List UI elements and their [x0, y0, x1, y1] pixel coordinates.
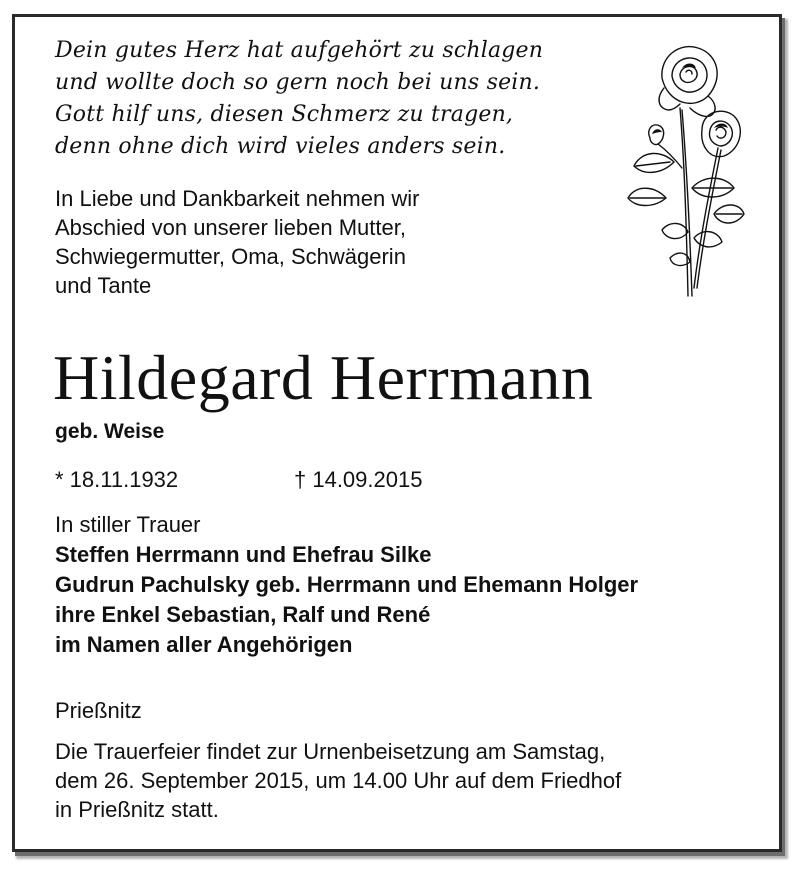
mourner-line: Gudrun Pachulsky geb. Herrmann und Ehemann Holger	[55, 572, 639, 597]
deceased-name: Hildegard Herrmann	[53, 342, 594, 413]
mourners-block	[55, 510, 638, 660]
service-line: Die Trauerfeier findet zur Urnenbeisetzung am Samstag,	[55, 739, 606, 764]
poem-line: Gott hilf uns, diesen Schmerz zu tragen,	[55, 102, 514, 127]
mourners-label: In stiller Trauer	[55, 512, 201, 537]
service-notice	[55, 737, 621, 824]
mourner-line: im Namen aller Angehörigen	[55, 632, 353, 657]
intro-line: In Liebe und Dankbarkeit nehmen wir	[55, 186, 420, 211]
intro-line: Abschied von unserer lieben Mutter,	[55, 215, 406, 240]
mourner-line: Steffen Herrmann und Ehefrau Silke	[55, 542, 432, 567]
place-name: Prießnitz	[55, 698, 142, 723]
birth-date: * 18.11.1932	[55, 467, 179, 492]
service-line: in Prießnitz statt.	[55, 797, 219, 822]
intro-line: und Tante	[55, 273, 152, 298]
poem-line: Dein gutes Herz hat aufgehört zu schlagen	[55, 38, 544, 63]
rose-icon	[622, 38, 746, 300]
service-line: dem 26. September 2015, um 14.00 Uhr auf dem Friedhof	[55, 768, 622, 793]
birth-name: geb. Weise	[55, 420, 165, 443]
poem-line: und wollte doch so gern noch bei uns sein.	[55, 70, 541, 95]
death-date: † 14.09.2015	[294, 467, 423, 492]
memorial-poem	[55, 35, 543, 163]
intro-text	[55, 184, 419, 300]
mourner-line: ihre Enkel Sebastian, Ralf und René	[55, 602, 431, 627]
poem-line: denn ohne dich wird vieles anders sein.	[55, 134, 506, 159]
intro-line: Schwiegermutter, Oma, Schwägerin	[55, 244, 406, 269]
